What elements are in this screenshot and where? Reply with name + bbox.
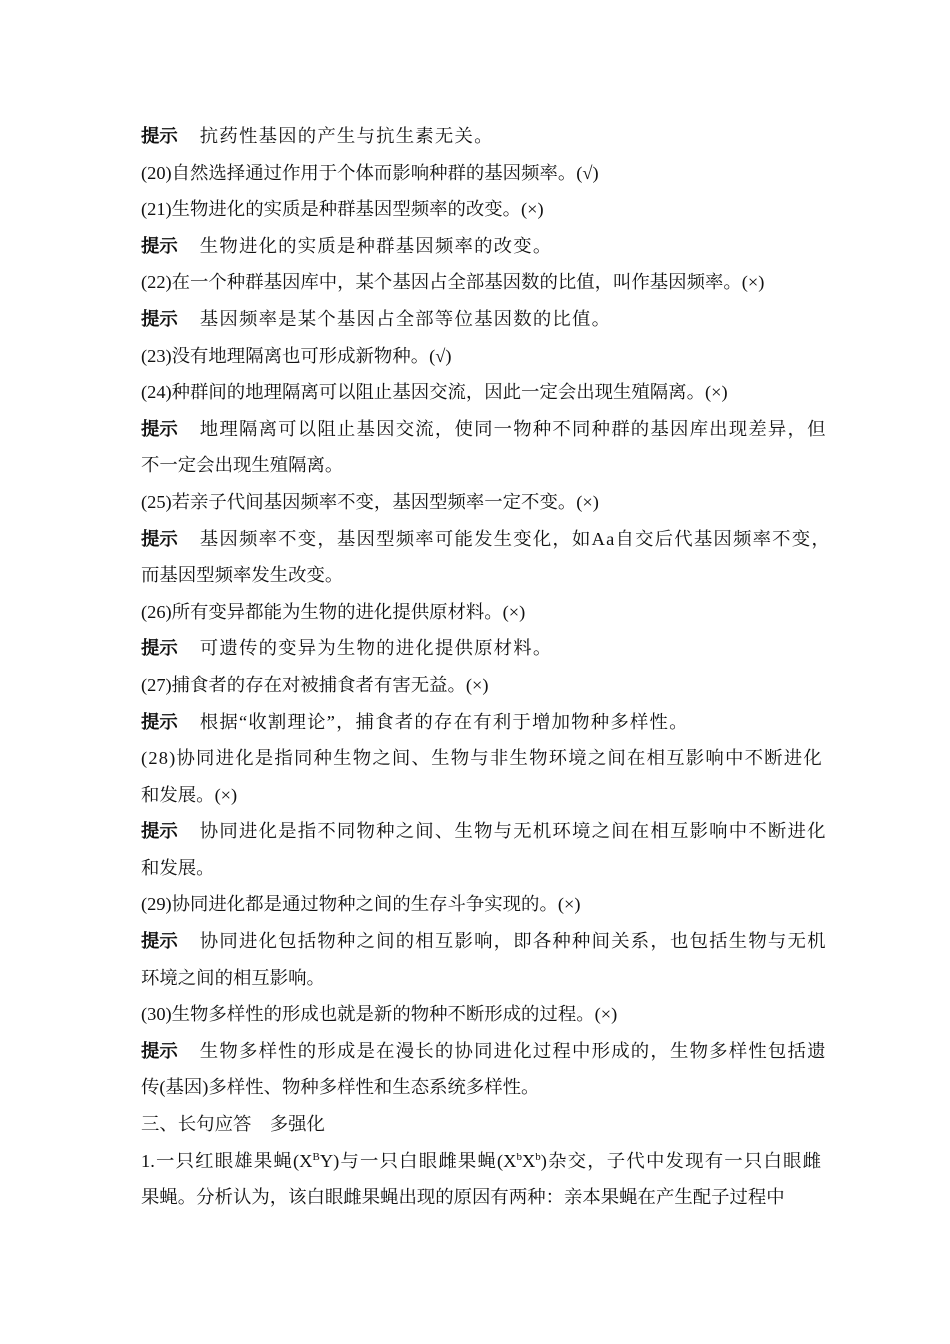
hint-text: 根据“收割理论”，捕食者的存在有利于增加物种多样性。 xyxy=(199,711,689,732)
continuation-line: 传(基因)多样性、物种多样性和生态系统多样性。 xyxy=(141,1077,540,1098)
continuation-line: 而基因型频率发生改变。 xyxy=(141,565,344,586)
hint-line xyxy=(141,813,827,850)
hint-text: 基因频率不变，基因型频率可能发生变化，如Aa自交后代基因频率不变， xyxy=(199,528,831,549)
hint-label: 提示 xyxy=(141,931,178,952)
statement-line: (30)生物多样性的形成也就是新的物种不断形成的过程。(×) xyxy=(141,1004,618,1025)
statement-line: (25)若亲子代间基因频率不变，基因型频率一定不变。(×) xyxy=(141,491,599,512)
hint-line xyxy=(141,923,827,960)
hint-label: 提示 xyxy=(141,1040,178,1061)
hint-text: 基因频率是某个基因占全部等位基因数的比值。 xyxy=(199,308,612,329)
continuation-line: 和发展。(×) xyxy=(141,784,238,805)
hint-label: 提示 xyxy=(141,418,178,439)
document-page xyxy=(141,118,831,1216)
hint-label: 提示 xyxy=(141,308,178,329)
hint-line xyxy=(141,301,821,338)
continuation-line: 和发展。 xyxy=(141,857,215,878)
hint-line xyxy=(141,1033,827,1070)
statement-line: (22)在一个种群基因库中，某个基因占全部基因数的比值，叫作基因频率。(×) xyxy=(141,272,765,293)
hint-label: 提示 xyxy=(141,638,178,659)
hint-label: 提示 xyxy=(141,821,178,842)
statement-line: (28)协同进化是指同种生物之间、生物与非生物环境之间在相互影响中不断进化 xyxy=(141,748,823,769)
continuation-line: 不一定会出现生殖隔离。 xyxy=(141,455,344,476)
statement-line: (23)没有地理隔离也可形成新物种。(√) xyxy=(141,345,452,366)
hint-line xyxy=(141,630,821,667)
hint-text: 抗药性基因的产生与抗生素无关。 xyxy=(199,126,494,146)
hint-line xyxy=(141,704,821,741)
statement-line: (21)生物进化的实质是种群基因型频率的改变。(×) xyxy=(141,199,544,220)
hint-line xyxy=(141,411,827,448)
hint-text: 生物进化的实质是种群基因频率的改变。 xyxy=(199,235,553,256)
section-heading: 三、长句应答 多强化 xyxy=(141,1114,325,1135)
hint-label: 提示 xyxy=(141,235,178,256)
statement-line: (24)种群间的地理隔离可以阻止基因交流，因此一定会出现生殖隔离。(×) xyxy=(141,382,728,403)
question-1-line-2: 果蝇。分析认为，该白眼雌果蝇出现的原因有两种：亲本果蝇在产生配子过程中 xyxy=(141,1187,785,1208)
hint-text: 地理隔离可以阻止基因交流，使同一物种不同种群的基因库出现差异，但 xyxy=(199,418,827,439)
hint-text: 生物多样性的形成是在漫长的协同进化过程中形成的，生物多样性包括遗 xyxy=(199,1040,827,1061)
hint-label: 提示 xyxy=(141,126,178,146)
statement-line: (20)自然选择通过作用于个体而影响种群的基因频率。(√) xyxy=(141,162,599,183)
statement-line: (27)捕食者的存在对被捕食者有害无益。(×) xyxy=(141,674,489,695)
statement-list xyxy=(141,118,831,1106)
question-1-line-1: 1.一只红眼雄果蝇$(X^BY)$与一只白眼雌果蝇$(X^bX^b)$杂交，子代中发现有一只白眼雌 xyxy=(141,1150,822,1171)
hint-text: 协同进化包括物种之间的相互影响，即各种种间关系，也包括生物与无机 xyxy=(199,931,827,952)
hint-label: 提示 xyxy=(141,711,178,732)
statement-line: (26)所有变异都能为生物的进化提供原材料。(×) xyxy=(141,601,526,622)
hint-line xyxy=(141,228,821,265)
continuation-line: 环境之间的相互影响。 xyxy=(141,967,325,988)
hint-label: 提示 xyxy=(141,528,178,549)
hint-text: 协同进化是指不同物种之间、生物与无机环境之间在相互影响中不断进化 xyxy=(199,821,827,842)
statement-line: (29)协同进化都是通过物种之间的生存斗争实现的。(×) xyxy=(141,894,581,915)
hint-line xyxy=(141,521,831,558)
hint-text: 可遗传的变异为生物的进化提供原材料。 xyxy=(199,638,553,659)
hint-line xyxy=(141,118,821,155)
